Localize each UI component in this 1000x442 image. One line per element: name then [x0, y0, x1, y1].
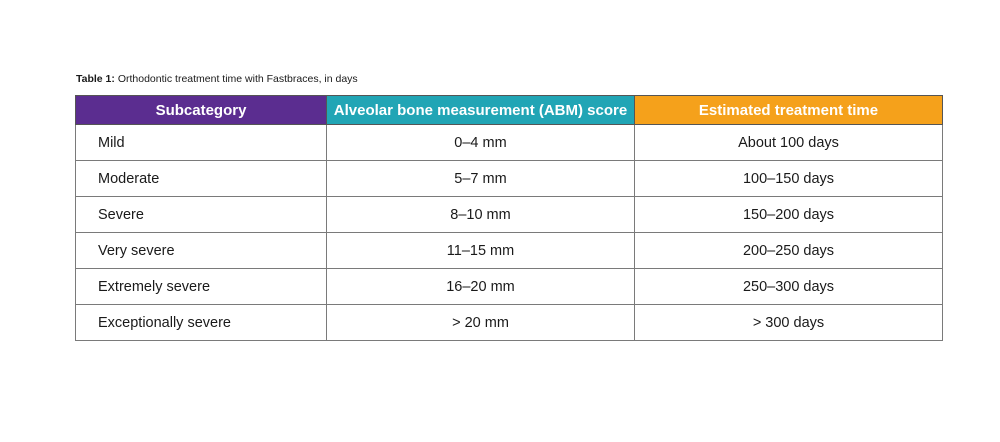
table-header	[76, 96, 943, 125]
table-row	[76, 125, 943, 161]
treatment-time-cell: > 300 days	[635, 305, 943, 341]
abm-score-cell: > 20 mm	[327, 305, 635, 341]
treatment-time-cell: 200–250 days	[635, 233, 943, 269]
subcategory-cell: Moderate	[76, 161, 327, 197]
treatment-time-table	[75, 95, 943, 341]
subcategory-cell: Very severe	[76, 233, 327, 269]
treatment-time-cell: 100–150 days	[635, 161, 943, 197]
abm-score-cell: 0–4 mm	[327, 125, 635, 161]
table-caption	[76, 73, 358, 85]
subcategory-cell: Exceptionally severe	[76, 305, 327, 341]
table-body	[76, 125, 943, 341]
subcategory-cell: Extremely severe	[76, 269, 327, 305]
caption-text: Orthodontic treatment time with Fastbraces, in days	[117, 73, 358, 85]
treatment-time-cell: 250–300 days	[635, 269, 943, 305]
subcategory-cell: Severe	[76, 197, 327, 233]
table-row	[76, 197, 943, 233]
abm-score-cell: 8–10 mm	[327, 197, 635, 233]
treatment-time-cell: About 100 days	[635, 125, 943, 161]
header-abm-score: Alveolar bone measurement (ABM) score	[327, 96, 635, 125]
caption-label: Table 1:	[76, 73, 115, 85]
abm-score-cell: 5–7 mm	[327, 161, 635, 197]
treatment-time-cell: 150–200 days	[635, 197, 943, 233]
table-row	[76, 305, 943, 341]
subcategory-cell: Mild	[76, 125, 327, 161]
table-row	[76, 161, 943, 197]
header-row	[76, 96, 943, 125]
header-subcategory: Subcategory	[76, 96, 327, 125]
header-treatment-time: Estimated treatment time	[635, 96, 943, 125]
table-row	[76, 233, 943, 269]
abm-score-cell: 11–15 mm	[327, 233, 635, 269]
table-row	[76, 269, 943, 305]
abm-score-cell: 16–20 mm	[327, 269, 635, 305]
